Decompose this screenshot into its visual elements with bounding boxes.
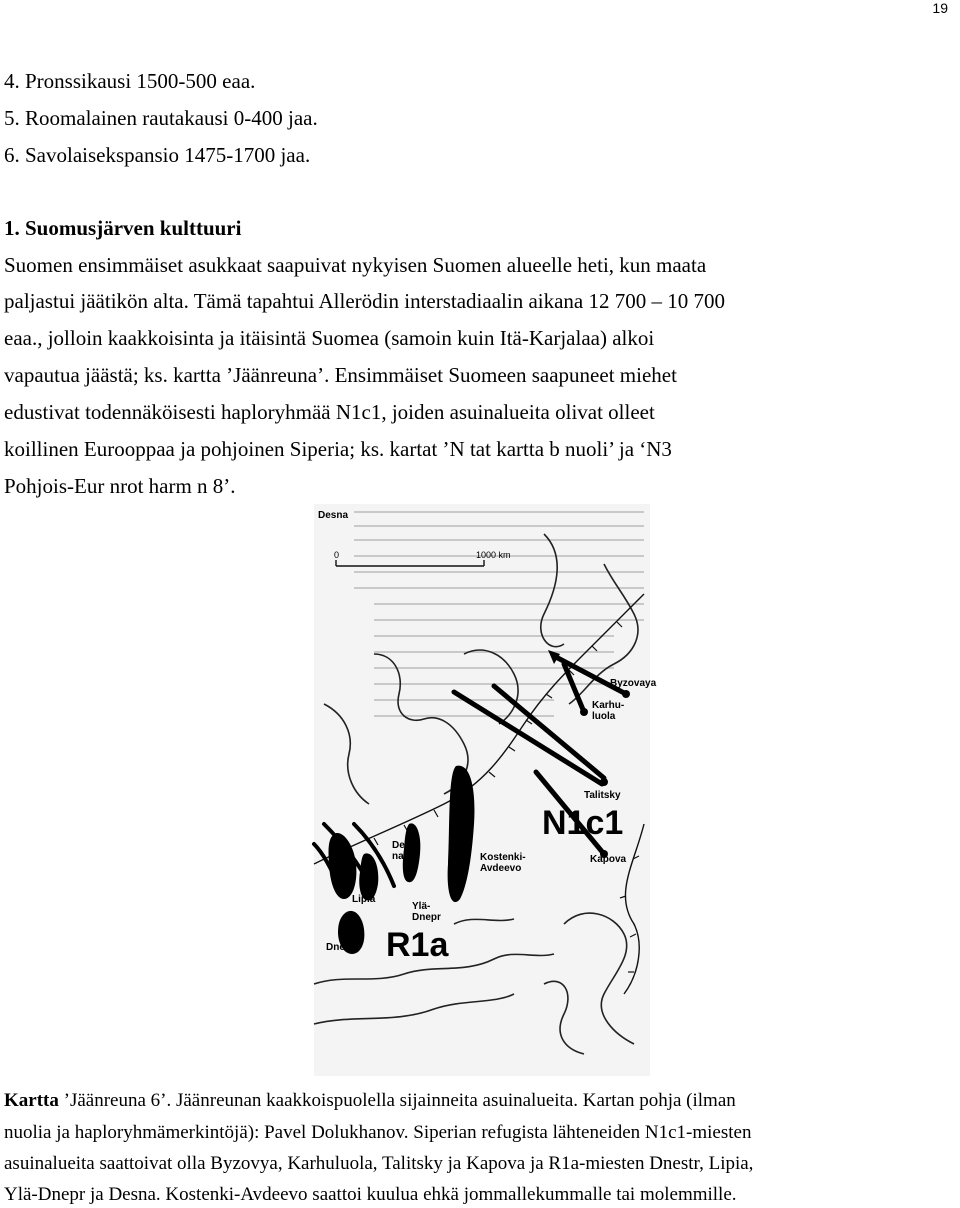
scale-zero: 0 — [334, 550, 340, 560]
site-byzovaya: Byzovaya — [610, 678, 657, 689]
body-line: Suomen ensimmäiset asukkaat saapuivat nykyisen Suomen alueelle heti, kun maata — [4, 253, 707, 277]
label-n1c1: N1c1 — [542, 804, 624, 842]
section-heading: 1. Suomusjärven kulttuuri — [4, 216, 242, 240]
body-line: eaa., jolloin kaakkoisinta ja itäisintä Suomea (samoin kuin Itä-Karjalaa) alkoi — [4, 326, 655, 350]
ice-margin-map — [314, 504, 657, 1076]
body-line: edustivat todennäköisesti haploryhmää N1c1, joiden asuinalueita olivat olleet — [4, 400, 655, 424]
top-label: Desna — [318, 510, 349, 521]
period-bronze-age: 4. Pronssikausi 1500-500 eaa. — [4, 69, 256, 93]
site-desna: Des na — [392, 840, 411, 862]
caption-line: nuolia ja haploryhmämerkintöjä): Pavel Dolukhanov. Siperian refugista lähteneiden N1c1-miesten — [4, 1122, 752, 1143]
site-karhuluola: Karhu-luola — [592, 700, 625, 722]
site-dnestr: Dnestr — [326, 942, 358, 953]
site-kapova: Kapova — [590, 854, 627, 865]
body-line: vapautua jäästä; ks. kartta ’Jäänreuna’. Ensimmäiset Suomeen saapuneet miehet — [4, 363, 677, 387]
caption-text: ’Jäänreuna 6’. Jäänreunan kaakkoispuolella sijainneita asuinalueita. Kartan pohja (ilman — [58, 1090, 736, 1111]
body-line: koillinen Eurooppaa ja pohjoinen Siperia; ks. kartat ’N tat kartta b nuoli’ ja ‘N3 — [4, 437, 672, 461]
caption-line: Ylä-Dnepr ja Desna. Kostenki-Avdeevo saattoi kuulua ehkä jommallekummalle tai molemmille. — [4, 1184, 737, 1205]
scale-label: 1000 km — [476, 550, 511, 560]
body-line: Pohjois-Eur nrot harm n 8’. — [4, 474, 236, 498]
label-r1a: R1a — [386, 926, 449, 964]
body-line: paljastui jäätikön alta. Tämä tapahtui Allerödin interstadiaalin aikana 12 700 – 10 700 — [4, 289, 726, 313]
site-yla-dnepr: Ylä-Dnepr — [412, 901, 441, 923]
period-roman-iron-age: 5. Roomalainen rautakausi 0-400 jaa. — [4, 106, 318, 130]
site-lipia: Lipia — [352, 894, 376, 905]
site-talitsky: Talitsky — [584, 790, 621, 801]
caption-line-1 — [4, 1090, 736, 1112]
site-kostenki: Kostenki-Avdeevo — [480, 852, 526, 874]
period-savo-expansion: 6. Savolaisekspansio 1475-1700 jaa. — [4, 143, 311, 167]
caption-label: Kartta — [4, 1090, 59, 1111]
caption-line: asuinalueita saattoivat olla Byzovya, Karhuluola, Talitsky ja Kapova ja R1a-miesten Dnestr, Lipia, — [4, 1153, 754, 1174]
page-number: 19 — [932, 0, 948, 16]
